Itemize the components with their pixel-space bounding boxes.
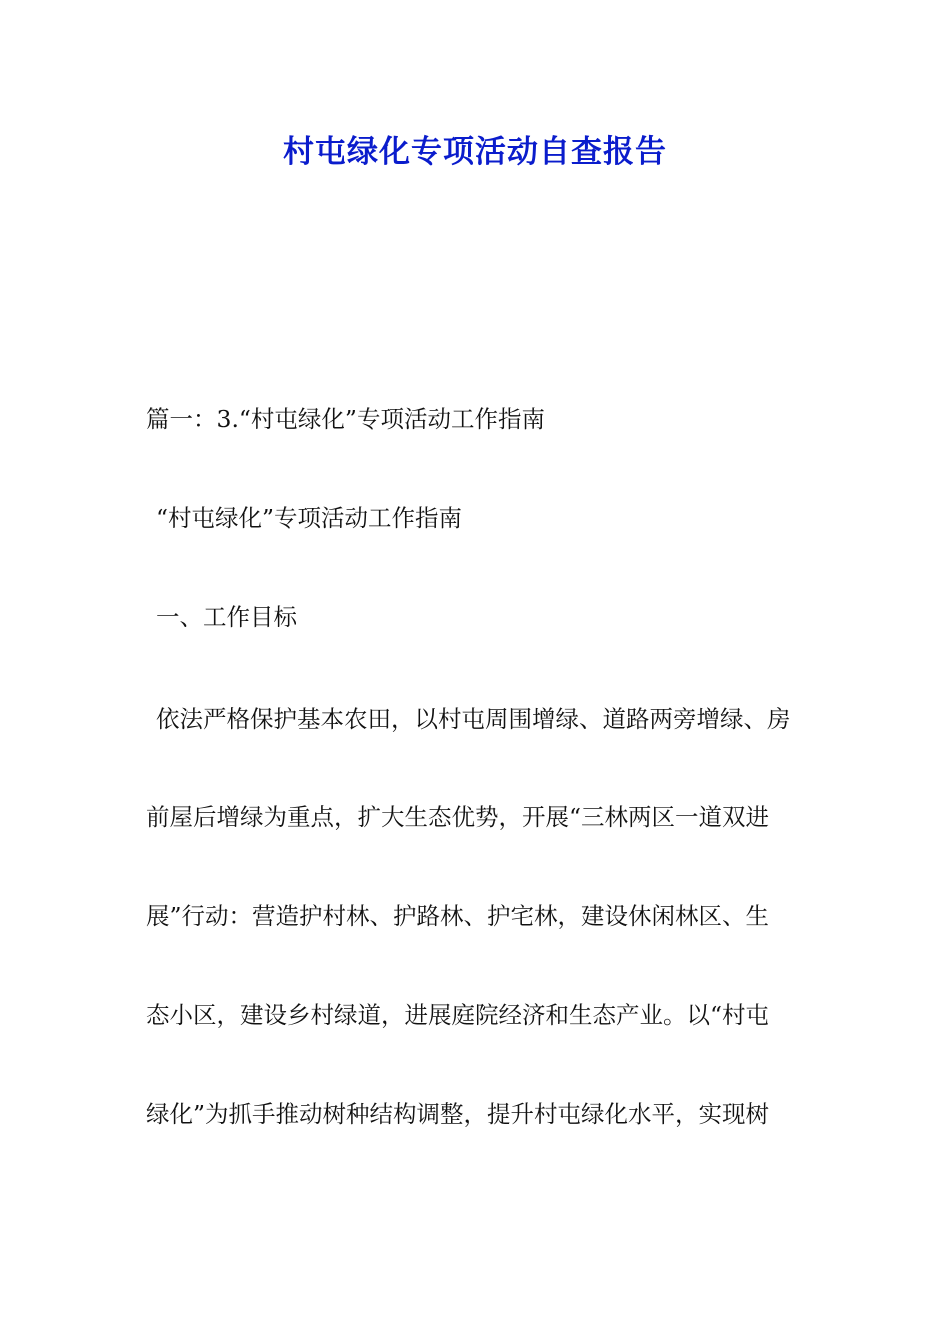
- document-title: 村屯绿化专项活动自查报告: [283, 134, 667, 170]
- guide-title: “村屯绿化”专项活动工作指南: [156, 504, 463, 532]
- paragraph-line: 态小区，建设乡村绿道，进展庭院经济和生态产业。以“村屯: [146, 1001, 770, 1029]
- paragraph-line: 依法严格保护基本农田，以村屯周围增绿、道路两旁增绿、房: [156, 705, 791, 733]
- paragraph-line: 绿化”为抓手推动树种结构调整，提升村屯绿化水平，实现树: [146, 1100, 770, 1128]
- paragraph-line: 前屋后增绿为重点，扩大生态优势，开展“三林两区一道双进: [146, 803, 770, 831]
- section-heading: 篇一：3.“村屯绿化”专项活动工作指南: [146, 405, 545, 433]
- subsection-heading: 一、工作目标: [156, 603, 297, 631]
- paragraph-line: 展”行动：营造护村林、护路林、护宅林，建设休闲林区、生: [146, 902, 770, 930]
